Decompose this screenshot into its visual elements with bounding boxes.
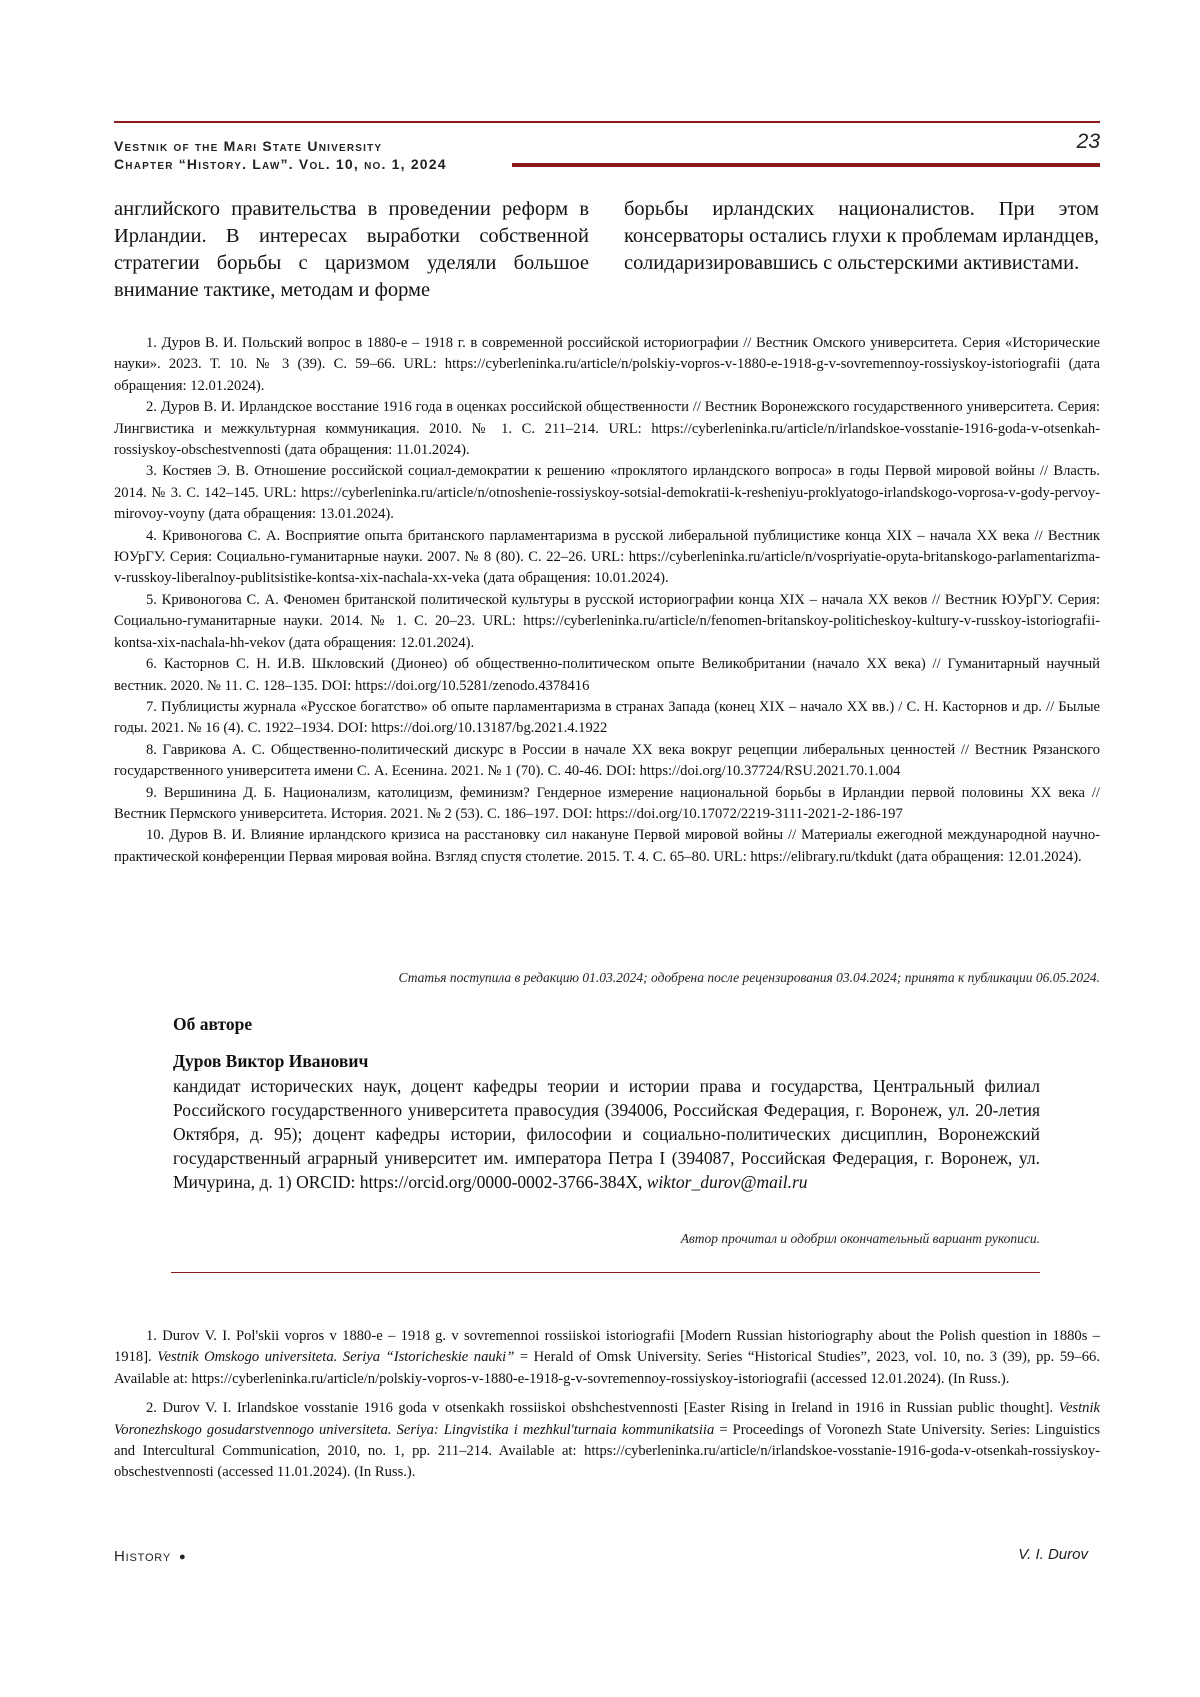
reference-item: 1. Дуров В. И. Польский вопрос в 1880-е – 1918 г. в современной российской историографии // Вестник Омского университета. Серия «Исторические науки». 2023. Т. 10. № 3 (39). С. 59–66. URL: https://cyberleninka.ru/article/n/polskiy-vopros-v-1880-e-1918-g-v-sovremennoy-rossiyskoy-istoriografii (дата обращения: 12.01.2024).: [114, 335, 1100, 394]
submission-note: Статья поступила в редакцию 01.03.2024; одобрена после рецензирования 03.04.2024; принята к публикации 06.05.2024.: [398, 970, 1100, 985]
reference-item: 3. Костяев Э. В. Отношение российской социал-демократии к решению «проклятого ирландского вопроса» в годы Первой мировой войны // Власть. 2014. № 3. С. 142–145. URL: https://cyberleninka.ru/article/n/otnoshenie-rossiyskoy-sotsial-demokratii-k-resheniyu-proklyatogo-irlandskogo-voprosa-v-gody-pervoy-mirovoy-voyny (дата обращения: 13.01.2024).: [114, 463, 1100, 523]
footer-section-label: History: [114, 1548, 171, 1565]
reference-en-journal: Vestnik Voronezhskogo gosudarstvennogo universiteta. Seriya: Lingvistika i mezhkul'turnaia kommunikatsiia: [114, 1400, 1100, 1438]
reference-item: 8. Гаврикова А. С. Общественно-политический дискурс в России в начале XX века вокруг рецепции либеральных ценностей // Вестник Рязанского государственного университета имени С. А. Есенина. 2021. № 1 (70). С. 40-46. DOI: https://doi.org/10.37724/RSU.2021.70.1.004: [114, 741, 1100, 780]
reference-item: 6. Касторнов С. Н. И.В. Шкловский (Дионео) об общественно-политическом опыте Великобритании (начало XX века) // Гуманитарный научный вестник. 2020. № 11. С. 128–135. DOI: https://doi.org/10.5281/zenodo.4378416: [114, 656, 1100, 694]
author-name: Дуров Виктор Иванович: [173, 1051, 369, 1071]
reference-item: 10. Дуров В. И. Влияние ирландского кризиса на расстановку сил накануне Первой мировой войны // Материалы ежегодной международной научно-практической конференции Первая мировая война. Взгляд спустя столетие. 2015. Т. 4. С. 65–80. URL: https://elibrary.ru/tkdukt (дата обращения: 12.01.2024).: [114, 827, 1100, 865]
journal-title: Vestnik of the Mari State University: [114, 138, 383, 154]
about-divider: [171, 1272, 1040, 1273]
reference-en-item: [114, 1326, 1100, 1390]
body-column-left: английского правительства в проведении реформ в Ирландии. В интересах выработки собственной стратегии борьбы с царизмом уделяли большое внимание тактике, методам и форме: [114, 198, 589, 301]
author-info: [173, 1074, 1040, 1194]
header-rule-bottom: [512, 163, 1100, 167]
approval-note: Автор прочитал и одобрил окончательный вариант рукописи.: [680, 1231, 1040, 1246]
reference-en-details: = Herald of Omsk University. Series “Historical Studies”, 2023, vol. 10, no. 3 (39), pp. 59–66. Available at: https://cyberleninka.ru/article/n/polskiy-vopros-v-1880-e-1918-g-v-sovremennoy-rossiyskoy-istoriografii (accessed 12.01.2024). (In Russ.).: [114, 1349, 1100, 1387]
author-affiliation: кандидат исторических наук, доцент кафедры теории и истории права и государства, Центральный филиал Российского государственного университета правосудия (394006, Российская Федерация, г. Воронеж, ул. 20-летия Октября, д. 95); доцент кафедры истории, философии и социально-политических дисциплин, Воронежский государственный аграрный университет им. императора Петра I (394087, Российская Федерация, г. Воронеж, ул. Мичурина, д. 1) ORCID: https://orcid.org/0000-0002-3766-384X,: [173, 1076, 1040, 1192]
header-rule-top: [114, 121, 1100, 123]
reference-item: 9. Вершинина Д. Б. Национализм, католицизм, феминизм? Гендерное измерение национальной борьбы в Ирландии первой половины XX века // Вестник Пермского университета. История. 2021. № 2 (53). С. 186–197. DOI: https://doi.org/10.17072/2219-3111-2021-2-186-197: [114, 784, 1100, 822]
reference-en-text: 1. Durov V. I. Pol'skii vopros v 1880-e – 1918 g. v sovremennoi rossiiskoi istoriografii [Modern Russian historiography about the Polish question in 1880s – 1918].: [114, 1328, 1100, 1366]
reference-item: 2. Дуров В. И. Ирландское восстание 1916 года в оценках российской общественности // Вестник Воронежского государственного университета. Серия: Лингвистика и межкультурная коммуникация. 2010. № 1. С. 211–214. URL: https://cyberleninka.ru/article/n/irlandskoe-vosstanie-1916-goda-v-otsenkah-rossiyskoy-obschestvennosti (дата обращения: 11.01.2024).: [114, 399, 1100, 459]
reference-en-text: 2. Durov V. I. Irlandskoe vosstanie 1916 goda v otsenkakh rossiiskoi obshchestvennosti [Easter Rising in Ireland in 1916 in Russian public thought].: [146, 1400, 1059, 1417]
about-heading: Об авторе: [173, 1014, 253, 1034]
reference-item: 7. Публицисты журнала «Русское богатство» об опыте парламентаризма в странах Запада (конец XIX – начало XX вв.) / С. Н. Касторнов и др. // Былые годы. 2021. № 16 (4). С. 1922–1934. DOI: https://doi.org/10.13187/bg.2021.4.1922: [114, 698, 1100, 737]
reference-en-journal: Vestnik Omskogo universiteta. Seriya “Istoricheskie nauki”: [157, 1349, 515, 1366]
bullet-icon: ●: [178, 1551, 187, 1563]
reference-en-item: [114, 1398, 1100, 1484]
author-email-link[interactable]: wiktor_durov@mail.ru: [646, 1172, 808, 1192]
page-number: 23: [1076, 130, 1100, 153]
body-column-right: борьбы ирландских националистов. При этом консерваторы остались глухи к проблемам ирландцев, солидаризировавшись с ольстерскими активистами.: [624, 198, 1099, 274]
footer-author: V. I. Durov: [1018, 1546, 1088, 1563]
reference-item: 4. Кривоногова С. А. Восприятие опыта британского парламентаризма в русской либеральной публицистике конца XIX – начала XX века // Вестник ЮУрГУ. Серия: Социально-гуманитарные науки. 2007. № 8 (80). С. 22–26. URL: https://cyberleninka.ru/article/n/vospriyatie-opyta-britanskogo-parlamentarizma-v-russkoy-liberalnoy-publitsistike-kontsa-xix-nachala-xx-veka (дата обращения: 10.01.2024).: [114, 527, 1100, 587]
journal-chapter: Chapter “History. Law”. Vol. 10, no. 1, 2024: [114, 156, 447, 172]
footer-section: [114, 1548, 186, 1565]
reference-en-details: = Proceedings of Voronezh State University. Series: Linguistics and Intercultural Communication, 2010, no. 1, pp. 211–214. Available at: https://cyberleninka.ru/article/n/irlandskoe-vosstanie-1916-goda-v-otsenkah-rossiyskoy-obschestvennosti (accessed 11.01.2024). (In Russ.).: [114, 1421, 1100, 1481]
about-author-section: [173, 1014, 1040, 1194]
reference-item: 5. Кривоногова С. А. Феномен британской политической культуры в русской историографии конца XIX – начала XX веков // Вестник ЮУрГУ. Серия: Социально-гуманитарные науки. 2014. № 1. С. 20–23. URL: https://cyberleninka.ru/article/n/fenomen-britanskoy-politicheskoy-kultury-v-russkoy-istoriografii-kontsa-xix-nachala-hh-vekov (дата обращения: 12.01.2024).: [114, 591, 1100, 651]
references-list: [114, 333, 1100, 868]
references-english: [114, 1326, 1100, 1492]
